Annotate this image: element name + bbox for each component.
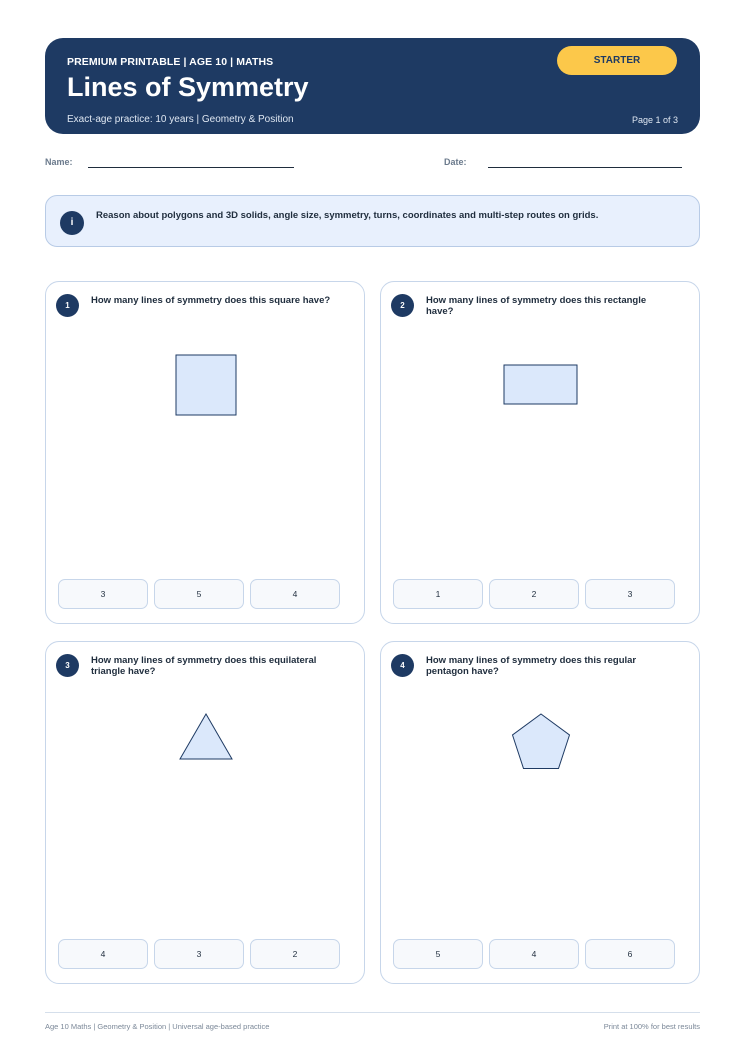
page-title: Lines of Symmetry [67, 72, 309, 102]
question-text: How many lines of symmetry does this regular pentagon have? [426, 655, 637, 677]
answer-option[interactable]: 3 [585, 579, 675, 609]
answer-option[interactable]: 2 [250, 939, 340, 969]
answer-option[interactable]: 5 [154, 579, 244, 609]
answer-options [393, 939, 676, 969]
question-card-2 [380, 281, 700, 624]
info-banner [45, 195, 700, 247]
question-card-4 [380, 641, 700, 984]
question-text: How many lines of symmetry does this square have? [91, 295, 331, 306]
info-text: Reason about polygons and 3D solids, angle size, symmetry, turns, coordinates and multi-step routes on grids. [96, 210, 599, 221]
info-icon: i [60, 211, 84, 235]
answer-option[interactable]: 3 [154, 939, 244, 969]
answer-options [393, 579, 676, 609]
footer-right-text: Print at 100% for best results [603, 1022, 700, 1031]
question-card-1 [45, 281, 365, 624]
answer-option[interactable]: 2 [489, 579, 579, 609]
answer-options [58, 579, 341, 609]
level-badge: STARTER [557, 46, 677, 75]
answer-option[interactable]: 4 [250, 579, 340, 609]
question-number: 2 [391, 294, 414, 317]
question-number: 4 [391, 654, 414, 677]
question-number: 3 [56, 654, 79, 677]
square-shape [46, 282, 366, 572]
question-text: How many lines of symmetry does this equilateral triangle have? [91, 655, 317, 677]
answer-option[interactable]: 6 [585, 939, 675, 969]
question-text: How many lines of symmetry does this rectangle have? [426, 295, 647, 317]
answer-options [58, 939, 341, 969]
answer-option[interactable]: 4 [489, 939, 579, 969]
rectangle-shape [381, 282, 701, 572]
date-field[interactable] [488, 167, 682, 168]
footer-left-text: Age 10 Maths | Geometry & Position | Universal age-based practice [45, 1022, 270, 1031]
pentagon-shape [381, 642, 701, 932]
answer-option[interactable]: 3 [58, 579, 148, 609]
page-indicator: Page 1 of 3 [631, 115, 678, 125]
answer-option[interactable]: 4 [58, 939, 148, 969]
date-label: Date: [444, 157, 467, 167]
name-label: Name: [45, 157, 73, 167]
question-number: 1 [56, 294, 79, 317]
triangle-shape [46, 642, 366, 932]
answer-option[interactable]: 5 [393, 939, 483, 969]
footer-divider [45, 1012, 700, 1013]
header-subtitle: Exact-age practice: 10 years | Geometry & Position [67, 114, 294, 125]
student-fields [45, 155, 700, 171]
header-kicker: PREMIUM PRINTABLE | AGE 10 | MATHS [67, 56, 274, 68]
name-field[interactable] [88, 167, 294, 168]
question-card-3 [45, 641, 365, 984]
answer-option[interactable]: 1 [393, 579, 483, 609]
worksheet-header [45, 38, 700, 134]
